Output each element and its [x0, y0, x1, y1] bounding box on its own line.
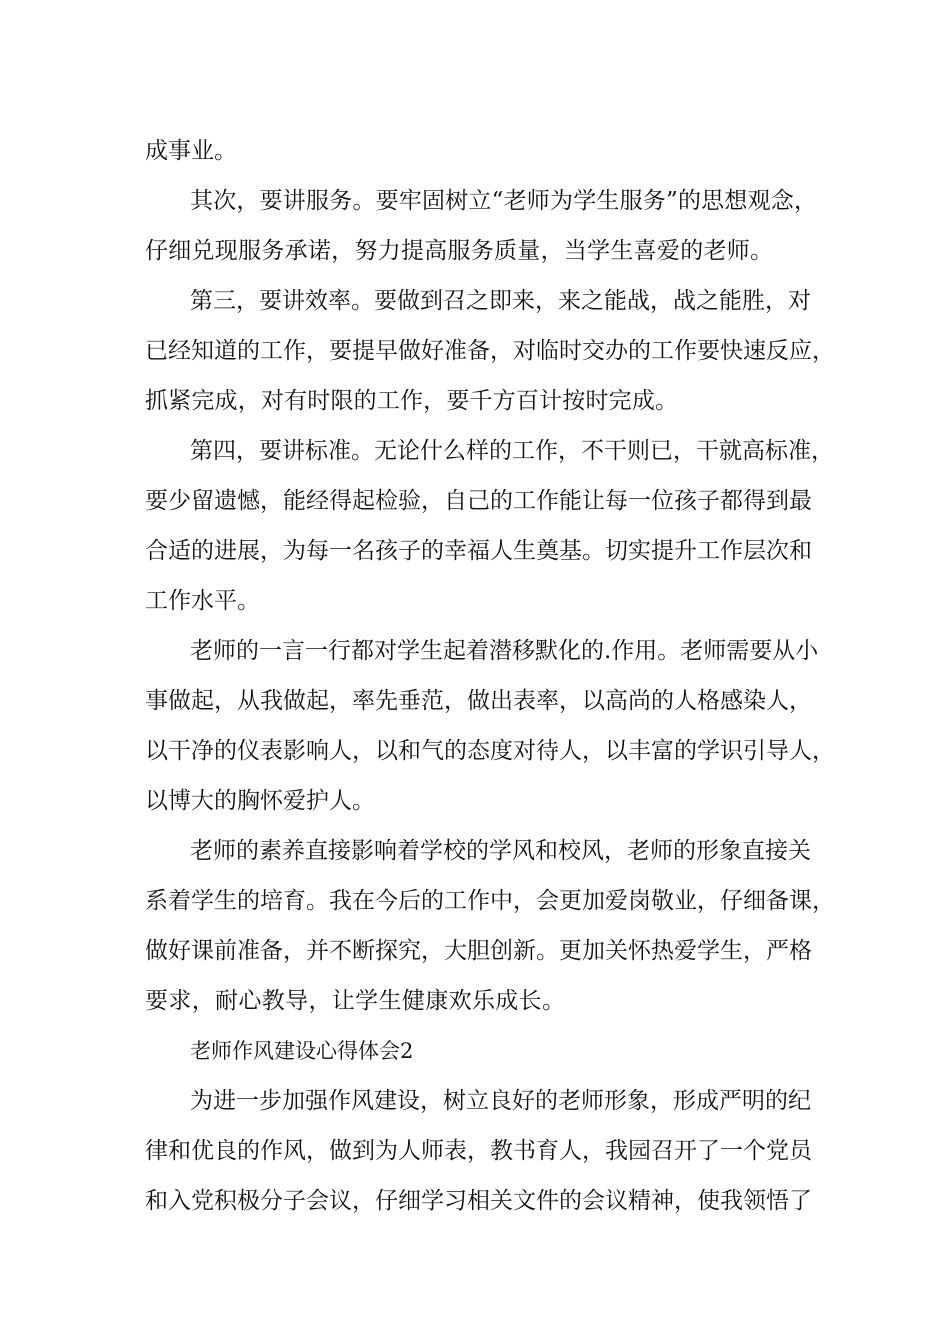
text-line: 系着学生的培育。我在今后的工作中，会更加爱岗敬业，仔细备课， — [145, 888, 835, 914]
text-line: 要求，耐心教导，让学生健康欢乐成长。 — [145, 988, 565, 1014]
text-line: 已经知道的工作，要提早做好准备，对临时交办的工作要快速反应， — [145, 338, 835, 364]
text-line: 抓紧完成，对有时限的工作，要千方百计按时完成。 — [145, 388, 678, 414]
text-line: 第三，要讲效率。要做到召之即来，来之能战，战之能胜，对 — [190, 288, 811, 314]
text-line: 工作水平。 — [145, 588, 260, 614]
text-line: 第四，要讲标准。无论什么样的工作，不干则已，干就高标准， — [190, 438, 834, 464]
text-line: 老师的一言一行都对学生起着潜移默化的.作用。老师需要从小 — [190, 638, 819, 664]
text-line: 以博大的胸怀爱护人。 — [145, 788, 375, 814]
section-heading: 老师作风建设心得体会2 — [190, 1039, 414, 1063]
text-line: 老师的素养直接影响着学校的学风和校风，老师的形象直接关 — [190, 838, 811, 864]
text-line: 做好课前准备，并不断探究，大胆创新。更加关怀热爱学生，严格 — [145, 938, 812, 964]
text-line: 其次，要讲服务。要牢固树立“老师为学生服务”的思想观念， — [190, 188, 817, 214]
text-line: 成事业。 — [145, 138, 237, 164]
text-line: 事做起，从我做起，率先垂范，做出表率，以高尚的人格感染人， — [145, 688, 812, 714]
text-line: 为进一步加强作风建设，树立良好的老师形象，形成严明的纪 — [190, 1088, 811, 1114]
text-line: 以干净的仪表影响人，以和气的态度对待人，以丰富的学识引导人， — [145, 738, 835, 764]
text-line: 仔细兑现服务承诺，努力提高服务质量，当学生喜爱的老师。 — [145, 238, 773, 264]
text-line: 和入党积极分子会议，仔细学习相关文件的会议精神，使我领悟了 — [145, 1188, 812, 1214]
text-line: 合适的进展，为每一名孩子的幸福人生奠基。切实提升工作层次和 — [145, 538, 812, 564]
text-line: 律和优良的作风，做到为人师表，教书育人，我园召开了一个党员 — [145, 1138, 812, 1164]
text-line: 要少留遗憾，能经得起检验，自己的工作能让每一位孩子都得到最 — [145, 488, 812, 514]
